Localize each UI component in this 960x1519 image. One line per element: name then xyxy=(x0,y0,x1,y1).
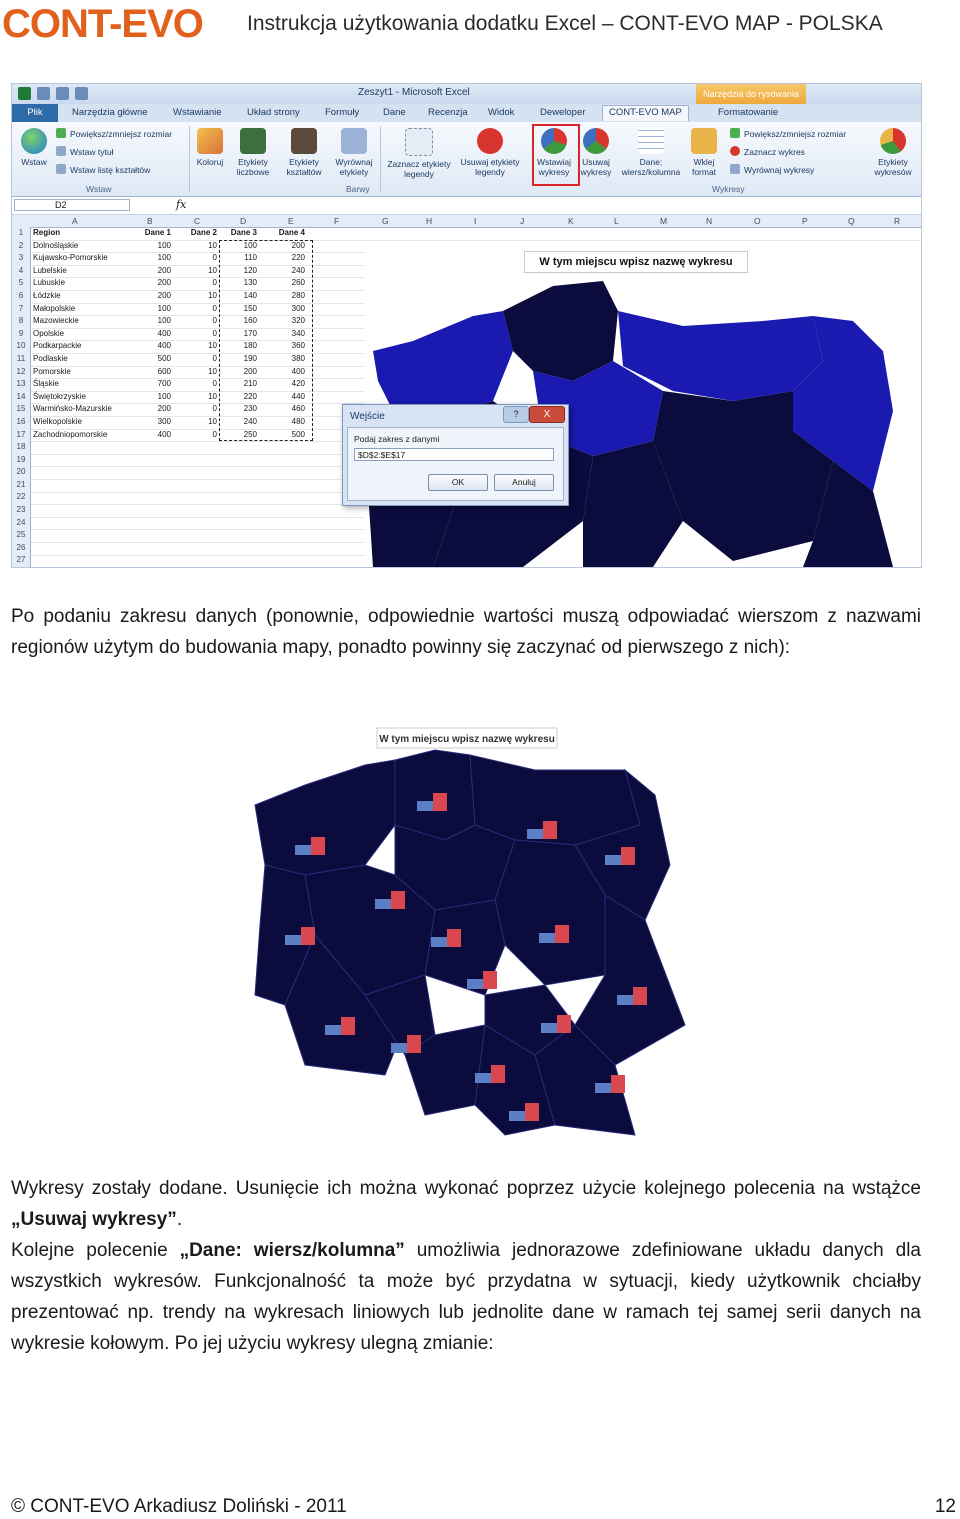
paragraph-text: umożliwia jednorazowe zdefiniowane układu danych dla wszystkich wykresów. Funkcjonalność ta może być przydatna w sytuacji, kiedy użytkownik chciałby prezentować np. trendy na wykresach liniowych lub jednolite dane w ramach tej samej serii danych na wykresie kołowym. Po jej użyciu wykresy ulegną zmianie: xyxy=(11,1240,921,1354)
column-header[interactable]: G xyxy=(382,216,389,226)
column-header[interactable]: C xyxy=(194,216,201,226)
row-header[interactable]: 7 xyxy=(18,303,24,313)
chart-bar-red xyxy=(525,1103,539,1121)
table-cell[interactable]: 0 xyxy=(212,316,217,326)
table-cell[interactable]: 460 xyxy=(291,404,305,414)
table-cell[interactable]: 100 xyxy=(157,316,171,326)
chart-bar-red xyxy=(557,1015,571,1033)
undo-icon[interactable] xyxy=(56,87,69,100)
column-header[interactable]: N xyxy=(706,216,713,226)
paragraph-range: Po podaniu zakresu danych (ponownie, odpowiednie wartości muszą odpowiadać wierszom z nazwami regionów użytym do budowania mapy, ponadto powinny się zaczynać od pierwszego z nich): xyxy=(11,606,921,658)
chart-bar-blue xyxy=(467,979,483,989)
resize-charts-label: Powiększ/zmniejsz rozmiar xyxy=(744,129,847,139)
paragraph-text: Wykresy zostały dodane. Usunięcie ich można wykonać poprzez użycie kolejnego polecenia na wstążce xyxy=(11,1178,921,1199)
chart-title[interactable]: W tym miejscu wpisz nazwę wykresu xyxy=(524,251,748,273)
table-cell[interactable]: 10 xyxy=(208,265,217,275)
chart-bar-blue xyxy=(509,1111,525,1121)
table-cell[interactable]: 100 xyxy=(243,240,257,250)
shape-labels-label: Etykiety kształtów xyxy=(286,157,322,177)
column-header[interactable]: K xyxy=(568,216,574,226)
table-cell[interactable]: 200 xyxy=(243,366,257,376)
window-title: Zeszyt1 - Microsoft Excel xyxy=(358,87,470,98)
table-cell[interactable]: 340 xyxy=(291,328,305,338)
page-header-title: Instrukcja użytkowania dodatku Excel – CONT-EVO MAP - POLSKA xyxy=(247,12,883,35)
page-number: 12 xyxy=(934,1496,956,1517)
row-header[interactable]: 15 xyxy=(16,404,26,414)
table-cell[interactable]: 10 xyxy=(208,240,217,250)
insert-charts-highlight xyxy=(532,124,580,186)
table-cell[interactable]: 500 xyxy=(291,429,305,439)
separator xyxy=(189,126,190,192)
table-cell[interactable]: 190 xyxy=(243,354,257,363)
remove-icon xyxy=(477,128,503,154)
row-header[interactable]: 17 xyxy=(16,429,26,439)
column-header[interactable]: E xyxy=(288,216,294,226)
column-header[interactable]: H xyxy=(426,216,433,226)
chart-bar-blue xyxy=(541,1023,557,1033)
chart-bar-red xyxy=(433,793,447,811)
chart-bar-red xyxy=(301,927,315,945)
chart-bar-blue xyxy=(417,801,433,811)
paint-icon xyxy=(197,128,223,154)
row-header[interactable]: 21 xyxy=(16,479,26,489)
data-row-column-label: Dane: wiersz/kolumna xyxy=(621,157,681,177)
pie-icon xyxy=(730,146,740,156)
table-cell[interactable]: 200 xyxy=(157,278,171,288)
table-cell[interactable]: 120 xyxy=(243,265,257,275)
row-header[interactable]: 3 xyxy=(18,253,24,263)
table-cell[interactable]: 10 xyxy=(208,366,217,376)
table-cell[interactable]: 200 xyxy=(157,404,171,414)
table-cell[interactable]: 240 xyxy=(243,417,257,426)
row-header[interactable]: 24 xyxy=(16,517,26,527)
chart-bar-blue xyxy=(595,1083,611,1093)
table-cell[interactable]: 0 xyxy=(212,328,217,338)
column-header[interactable]: D xyxy=(240,216,247,226)
table-cell[interactable]: 320 xyxy=(291,316,305,326)
number-label-icon xyxy=(240,128,266,154)
pie-chart-remove-icon xyxy=(583,128,609,154)
row-header[interactable]: 11 xyxy=(16,353,26,363)
tab-view[interactable]: Widok xyxy=(488,107,515,118)
name-box[interactable]: D2 xyxy=(14,199,130,211)
table-cell[interactable]: 100 xyxy=(157,240,171,250)
table-cell[interactable]: 160 xyxy=(243,316,257,326)
table-cell[interactable]: 480 xyxy=(291,417,305,426)
table-cell[interactable]: 0 xyxy=(212,253,217,263)
title-icon xyxy=(56,146,66,156)
table-cell[interactable]: Mazowieckie xyxy=(33,316,79,326)
table-cell[interactable]: 100 xyxy=(157,253,171,263)
dialog-title: Wejście xyxy=(350,411,385,422)
row-header[interactable]: 22 xyxy=(16,492,26,502)
list-icon xyxy=(56,164,66,174)
insert-shapes-button[interactable] xyxy=(56,164,150,175)
row-header[interactable]: 25 xyxy=(16,530,26,540)
row-header[interactable]: 19 xyxy=(16,454,26,464)
table-cell[interactable]: 400 xyxy=(291,366,305,376)
table-cell[interactable]: 10 xyxy=(208,391,217,401)
table-cell[interactable]: Dane 1 xyxy=(144,228,171,237)
drawing-tools-tab[interactable]: Narzędzia do rysowania xyxy=(696,84,806,104)
table-cell[interactable]: Dane 3 xyxy=(230,228,257,237)
format-painter-icon xyxy=(691,128,717,154)
map2-title: W tym miejscu wpisz nazwę wykresu xyxy=(379,734,555,745)
chart-bar-red xyxy=(555,925,569,943)
chart-bar-red xyxy=(311,837,325,855)
paragraph-text: Kolejne polecenie xyxy=(11,1240,180,1261)
table-cell[interactable]: 180 xyxy=(243,341,257,351)
chart-bar-red xyxy=(543,821,557,839)
chart-label-icon xyxy=(880,128,906,154)
table-cell[interactable]: Warmińsko-Mazurskie xyxy=(33,404,112,414)
chart-bar-blue xyxy=(325,1025,341,1035)
table-cell[interactable]: Podlaskie xyxy=(33,354,68,363)
table-cell[interactable]: 230 xyxy=(243,404,257,414)
table-cell[interactable]: Region xyxy=(33,228,61,237)
chart-bar-blue xyxy=(391,1043,407,1053)
column-header[interactable]: J xyxy=(520,216,525,226)
table-cell[interactable]: 220 xyxy=(243,391,257,401)
tab-page-layout[interactable]: Układ strony xyxy=(247,107,300,118)
dialog-body xyxy=(347,427,564,501)
chart-bar-red xyxy=(483,971,497,989)
table-cell[interactable]: Świętokrzyskie xyxy=(33,391,86,401)
table-cell[interactable]: 0 xyxy=(212,429,217,439)
row-header[interactable]: 8 xyxy=(18,316,24,326)
table-cell[interactable]: 400 xyxy=(157,328,171,338)
chart-bar-blue xyxy=(375,899,391,909)
row-header[interactable]: 1 xyxy=(18,228,24,237)
paragraph-charts-added xyxy=(11,1173,921,1359)
select-chart-label: Zaznacz wykres xyxy=(744,147,805,157)
row-header[interactable]: 12 xyxy=(16,366,26,376)
table-cell[interactable]: 0 xyxy=(212,354,217,363)
table-cell[interactable]: 360 xyxy=(291,341,305,351)
table-cell[interactable]: 420 xyxy=(291,379,305,389)
separator xyxy=(380,126,381,192)
align-charts-label: Wyrównaj wykresy xyxy=(744,165,815,175)
table-cell[interactable]: 260 xyxy=(291,278,305,288)
insert-map-button[interactable] xyxy=(16,128,52,167)
usuwaj-wykresy-command: „Usuwaj wykresy” xyxy=(11,1209,177,1230)
table-cell[interactable]: 400 xyxy=(157,429,171,439)
chart-bar-blue xyxy=(295,845,311,855)
group-label-colors: Barwy xyxy=(346,184,370,194)
chart-bar-red xyxy=(447,929,461,947)
table-cell[interactable]: 500 xyxy=(157,354,171,363)
resize-icon xyxy=(56,128,66,138)
table-cell[interactable]: Lubelskie xyxy=(33,265,67,275)
map-with-charts xyxy=(245,725,690,1140)
remove-legend-labels-label: Usuwaj etykiety legendy xyxy=(460,157,520,177)
table-cell[interactable]: 210 xyxy=(243,379,257,389)
table-cell[interactable]: Wielkopolskie xyxy=(33,417,82,426)
select-legend-labels-button[interactable] xyxy=(384,128,454,179)
table-cell[interactable]: Podkarpackie xyxy=(33,341,82,351)
resize-charts-button[interactable] xyxy=(730,128,846,139)
group-label-insert: Wstaw xyxy=(86,184,112,194)
excel-screenshot xyxy=(11,83,922,568)
table-cell[interactable]: Kujawsko-Pomorskie xyxy=(33,253,108,263)
column-header[interactable]: L xyxy=(614,216,619,226)
close-button[interactable]: X xyxy=(529,406,565,423)
input-dialog xyxy=(342,404,569,506)
paragraph-text: . xyxy=(176,1209,183,1230)
chart-bar-blue xyxy=(475,1073,491,1083)
row-header[interactable]: 10 xyxy=(16,341,26,351)
insert-shapes-label: Wstaw listę kształtów xyxy=(70,165,151,175)
column-header[interactable]: P xyxy=(802,216,808,226)
paste-format-button[interactable] xyxy=(688,128,720,177)
table-cell[interactable]: 10 xyxy=(208,417,217,426)
insert-title-button[interactable] xyxy=(56,146,113,157)
chart-labels-button[interactable] xyxy=(870,128,916,177)
tab-file[interactable]: Plik xyxy=(12,104,58,122)
align-icon xyxy=(341,128,367,154)
row-header[interactable]: 14 xyxy=(16,391,26,401)
table-cell[interactable]: 10 xyxy=(208,341,217,351)
row-header[interactable]: 5 xyxy=(18,278,24,288)
align-labels-button[interactable] xyxy=(330,128,378,177)
table-cell[interactable]: Małopolskie xyxy=(33,303,76,313)
row-header[interactable]: 23 xyxy=(16,505,26,515)
tab-data[interactable]: Dane xyxy=(383,107,406,118)
region-zachodniopomorskie xyxy=(255,760,395,875)
chart-labels-label: Etykiety wykresów xyxy=(874,157,912,177)
table-cell[interactable]: 440 xyxy=(291,391,305,401)
cancel-button[interactable]: Anuluj xyxy=(494,474,554,491)
group-label-charts: Wykresy xyxy=(712,184,745,194)
selection-range xyxy=(219,240,313,442)
insert-map-label: Wstaw xyxy=(21,157,47,167)
ribbon xyxy=(12,122,921,197)
row-header[interactable]: 4 xyxy=(18,265,24,275)
row-header[interactable]: 9 xyxy=(18,328,24,338)
row-header[interactable]: 18 xyxy=(16,442,26,452)
chart-bar-blue xyxy=(285,935,301,945)
remove-charts-button[interactable] xyxy=(578,128,614,177)
table-cell[interactable]: 380 xyxy=(291,354,305,363)
table-cell[interactable]: 200 xyxy=(291,240,305,250)
number-labels-label: Etykiety liczbowe xyxy=(236,157,270,177)
insert-title-label: Wstaw tytuł xyxy=(70,147,114,157)
paste-format-label: Wklej format xyxy=(691,157,717,177)
footer-copyright: © CONT-EVO Arkadiusz Doliński - 2011 xyxy=(11,1496,347,1517)
save-icon[interactable] xyxy=(37,87,50,100)
row-header[interactable]: 26 xyxy=(16,542,26,552)
chart-bar-red xyxy=(611,1075,625,1093)
remove-charts-label: Usuwaj wykresy xyxy=(580,157,612,177)
table-cell[interactable]: 220 xyxy=(291,253,305,263)
fx-icon[interactable]: fx xyxy=(176,198,187,211)
color-button[interactable] xyxy=(192,128,228,167)
range-input[interactable]: $D$2:$E$17 xyxy=(354,448,554,461)
table-icon xyxy=(638,128,664,154)
select-legend-labels-label: Zaznacz etykiety legendy xyxy=(387,159,451,179)
remove-legend-labels-button[interactable] xyxy=(455,128,525,177)
table-cell[interactable]: 240 xyxy=(291,265,305,275)
column-header[interactable]: I xyxy=(474,216,477,226)
number-labels-button[interactable] xyxy=(228,128,278,177)
row-header[interactable]: 6 xyxy=(18,290,24,300)
column-header[interactable]: Q xyxy=(848,216,855,226)
row-header[interactable]: 13 xyxy=(16,379,26,389)
row-header[interactable]: 27 xyxy=(16,555,26,565)
cursor-icon xyxy=(405,128,433,156)
column-header[interactable]: B xyxy=(147,216,153,226)
chart-bar-blue xyxy=(539,933,555,943)
chart-bar-red xyxy=(391,891,405,909)
table-cell[interactable]: 280 xyxy=(291,291,305,300)
table-cell[interactable]: 400 xyxy=(157,341,171,351)
help-button[interactable]: ? xyxy=(503,406,529,423)
tab-review[interactable]: Recenzja xyxy=(428,107,468,118)
tab-home[interactable]: Narzędzia główne xyxy=(72,107,148,118)
ribbon-tabs xyxy=(12,104,921,122)
column-header[interactable]: R xyxy=(894,216,901,226)
table-cell[interactable]: 100 xyxy=(157,391,171,401)
select-chart-button[interactable] xyxy=(730,146,805,157)
chart-bar-red xyxy=(491,1065,505,1083)
chart-bar-red xyxy=(621,847,635,865)
column-header[interactable]: M xyxy=(660,216,668,226)
formula-bar xyxy=(12,197,921,215)
table-cell[interactable]: Dolnośląskie xyxy=(33,240,79,250)
chart-bar-red xyxy=(633,987,647,1005)
table-cell[interactable]: 170 xyxy=(243,328,257,338)
table-cell[interactable]: 10 xyxy=(208,291,217,300)
table-cell[interactable]: 150 xyxy=(243,303,257,313)
excel-icon[interactable] xyxy=(18,87,31,100)
column-header[interactable]: O xyxy=(754,216,761,226)
dane-wiersz-kolumna-command: „Dane: wiersz/kolumna” xyxy=(179,1240,405,1261)
table-cell[interactable]: Śląskie xyxy=(33,379,59,389)
table-cell[interactable]: Pomorskie xyxy=(33,366,71,376)
table-cell[interactable]: 300 xyxy=(157,417,171,426)
table-cell[interactable]: 100 xyxy=(157,303,171,313)
resize-icon xyxy=(730,128,740,138)
table-cell[interactable]: 700 xyxy=(157,379,171,389)
table-cell[interactable]: 0 xyxy=(212,303,217,313)
grid-line xyxy=(31,567,921,568)
quick-access-toolbar xyxy=(18,87,88,100)
ok-button[interactable]: OK xyxy=(428,474,488,491)
logo: CONT-EVO xyxy=(2,2,203,46)
table-cell[interactable]: Zachodniopomorskie xyxy=(33,429,108,439)
align-labels-label: Wyrównaj etykiety xyxy=(335,157,373,177)
row-header[interactable]: 2 xyxy=(18,240,24,250)
column-header[interactable]: F xyxy=(334,216,340,226)
table-cell[interactable]: 110 xyxy=(244,253,257,263)
table-cell[interactable]: Łódzkie xyxy=(33,291,61,300)
range-label: Podaj zakres z danymi xyxy=(354,434,440,444)
table-cell[interactable]: 250 xyxy=(243,429,257,439)
shape-labels-button[interactable] xyxy=(278,128,330,177)
excel-titlebar xyxy=(12,84,921,104)
chart-bar-blue xyxy=(527,829,543,839)
tab-cont-evo-map[interactable]: CONT-EVO MAP xyxy=(602,105,689,121)
chart-bar-blue xyxy=(431,937,447,947)
table-cell[interactable]: Lubuskie xyxy=(33,278,66,288)
row-header[interactable]: 16 xyxy=(16,416,26,426)
table-cell[interactable]: 200 xyxy=(157,291,171,300)
table-row xyxy=(31,227,331,240)
table-cell[interactable]: 130 xyxy=(243,278,257,288)
tab-format[interactable]: Formatowanie xyxy=(718,107,779,118)
table-cell[interactable]: 200 xyxy=(157,265,171,275)
data-row-column-button[interactable] xyxy=(616,128,686,177)
align-charts-button[interactable] xyxy=(730,164,814,175)
redo-icon[interactable] xyxy=(75,87,88,100)
tab-insert[interactable]: Wstawianie xyxy=(173,107,222,118)
table-cell[interactable]: 600 xyxy=(157,366,171,376)
align-icon xyxy=(730,164,740,174)
tab-developer[interactable]: Deweloper xyxy=(540,107,586,118)
chart-bar-red xyxy=(341,1017,355,1035)
table-cell[interactable]: 0 xyxy=(212,278,217,288)
table-cell[interactable]: 0 xyxy=(212,404,217,414)
insert-charts-label: Wstawiaj wykresy xyxy=(536,157,571,177)
resize-button[interactable] xyxy=(56,128,172,139)
chart-bar-blue xyxy=(605,855,621,865)
globe-icon xyxy=(21,128,47,154)
chart-bar-red xyxy=(407,1035,421,1053)
table-cell[interactable]: 140 xyxy=(243,291,257,300)
chart-bar-blue xyxy=(617,995,633,1005)
table-cell[interactable]: Opolskie xyxy=(33,328,65,338)
table-cell[interactable]: 300 xyxy=(291,303,305,313)
column-header[interactable]: A xyxy=(72,216,78,226)
table-cell[interactable]: 0 xyxy=(212,379,217,389)
table-cell[interactable]: Dane 4 xyxy=(278,228,305,237)
shape-label-icon xyxy=(291,128,317,154)
row-header[interactable]: 20 xyxy=(16,467,26,477)
table-cell[interactable]: Dane 2 xyxy=(190,228,217,237)
tab-formulas[interactable]: Formuły xyxy=(325,107,360,118)
row-headers xyxy=(12,227,31,567)
resize-label: Powiększ/zmniejsz rozmiar xyxy=(70,129,173,139)
color-label: Koloruj xyxy=(196,157,224,167)
